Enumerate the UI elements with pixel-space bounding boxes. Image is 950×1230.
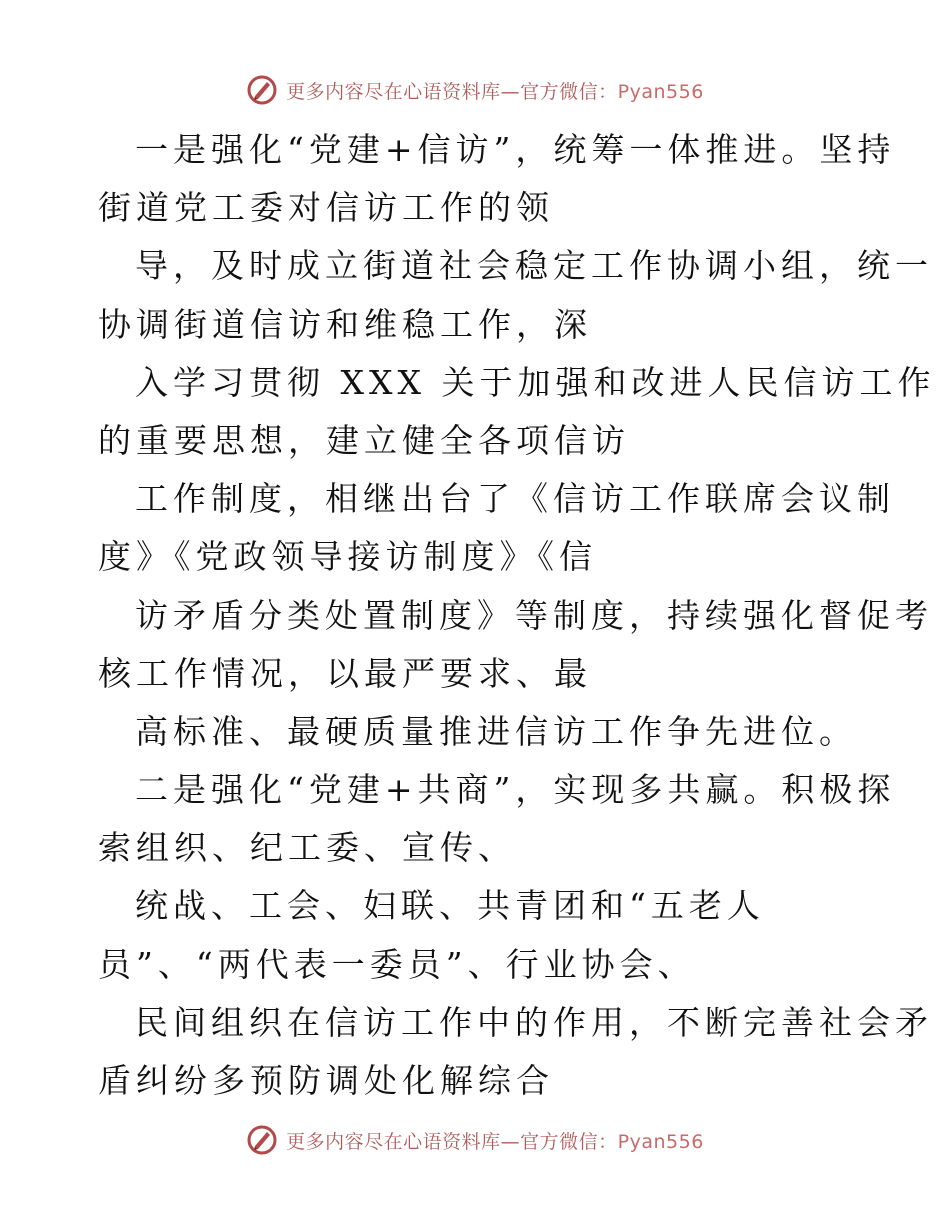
text-line: 统战、工会、妇联、共青团和“五老人 (135, 886, 765, 926)
text-line: 访矛盾分类处置制度》等制度，持续强化督促考 (135, 595, 933, 635)
watermark-text: 更多内容尽在心语资料库—官方微信：Pyan556 (286, 80, 704, 103)
text-line: 一是强化“党建+信访”，统筹一体推进。坚持 (135, 130, 896, 169)
header-watermark (0, 70, 950, 110)
text-line: 协调街道信访和维稳工作，深 (98, 304, 592, 344)
watermark-text: 更多内容尽在心语资料库—官方微信：Pyan556 (286, 1130, 704, 1153)
text-line: 高标准、最硬质量推进信访工作争先进位。 (135, 711, 857, 751)
text-line: 员”、“两代表一委员”、行业协会、 (98, 944, 696, 984)
text-line: 度》《党政领导接访制度》《信 (98, 537, 597, 577)
pen-logo-icon (246, 74, 278, 106)
text-line: 入学习贯彻 XXX 关于加强和改进人民信访工作 (135, 362, 936, 402)
footer-watermark (0, 1120, 950, 1160)
text-line: 的重要思想，建立健全各项信访 (98, 420, 630, 460)
text-line: 导，及时成立街道社会稳定工作协调小组，统一 (135, 246, 933, 286)
text-line: 索组织、纪工委、宣传、 (98, 828, 516, 868)
text-line: 民间组织在信访工作中的作用，不断完善社会矛 (135, 1002, 933, 1042)
text-line: 核工作情况，以最严要求、最 (98, 653, 592, 693)
pen-logo-icon (246, 1124, 278, 1156)
text-line: 二是强化“党建+共商”，实现多共赢。积极探 (135, 770, 896, 810)
text-line: 街道党工委对信访工作的领 (98, 188, 554, 228)
document-body (0, 121, 950, 1110)
text-line: 工作制度，相继出台了《信访工作联席会议制 (135, 479, 895, 519)
text-line: 盾纠纷多预防调处化解综合 (98, 1061, 554, 1100)
